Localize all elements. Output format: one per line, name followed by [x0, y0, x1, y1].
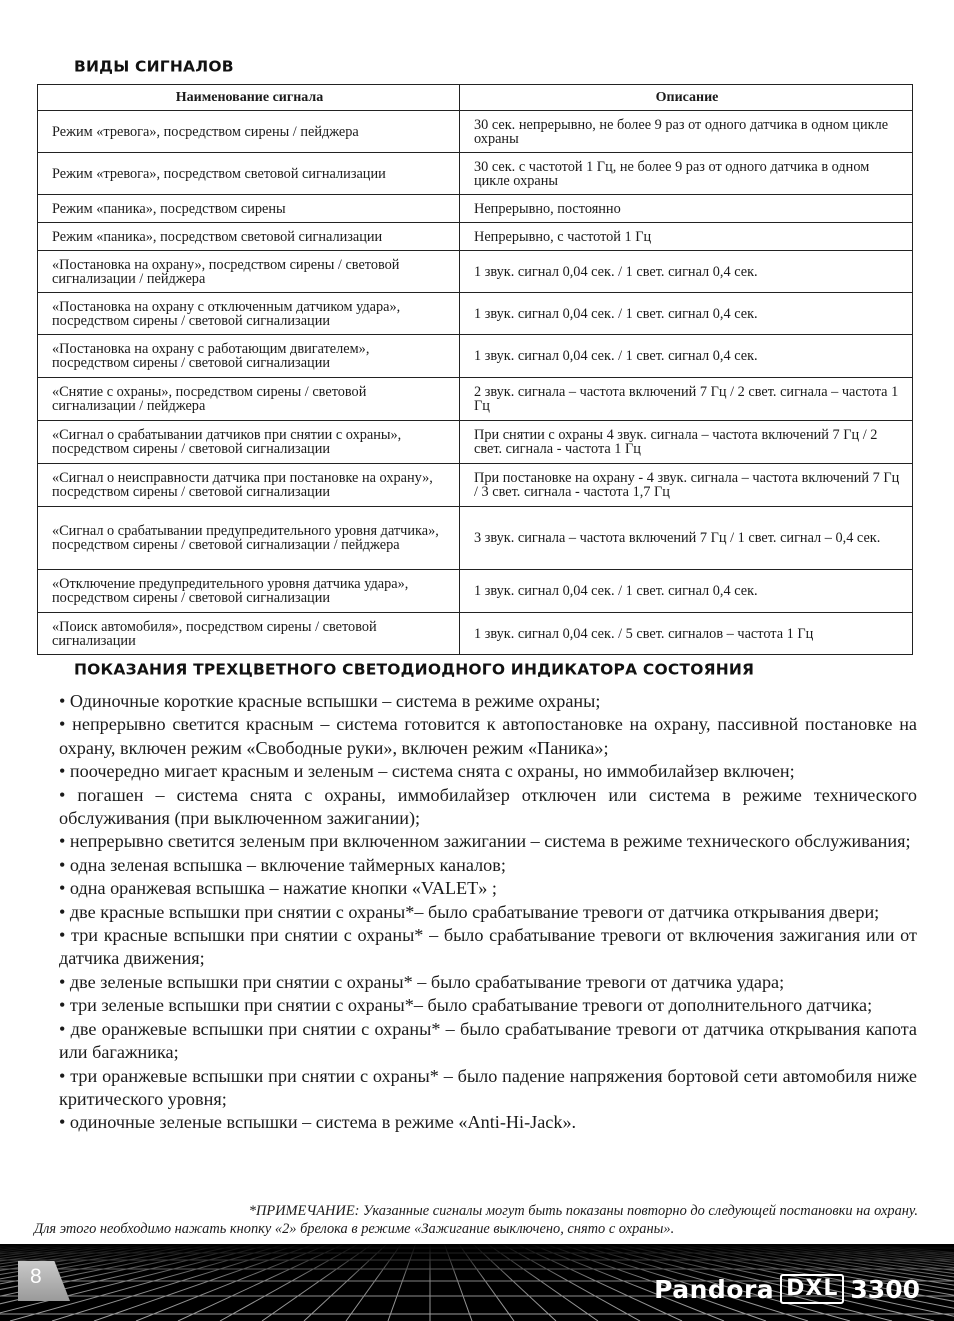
- table-header-row: [38, 85, 913, 111]
- signal-name-cell: Режим «паника», посредством сирены: [38, 195, 460, 223]
- led-list-item: • погашен – система снята с охраны, иммобилайзер отключен или система в режиме технического обслуживания (при выключенном зажигании);: [59, 784, 917, 829]
- header-signal-name: Наименование сигнала: [38, 85, 460, 111]
- led-list-item: • одна зеленая вспышка – включение таймерных каналов;: [59, 854, 506, 875]
- table-row: [38, 613, 913, 655]
- led-indicator-list: [59, 690, 917, 1135]
- footnote: [34, 1203, 918, 1238]
- logo-model: DXL: [780, 1274, 844, 1304]
- led-list-item: • непрерывно светится зеленым при включенном зажигании – система в режиме технического обслуживания;: [59, 831, 911, 852]
- signal-name-cell: Режим «тревога», посредством сирены / пейджера: [38, 111, 460, 153]
- led-list-item: • одиночные зеленые вспышки – система в режиме «Anti-Hi-Jack».: [59, 1112, 577, 1133]
- signal-description-cell: 1 звук. сигнал 0,04 сек. / 1 свет. сигнал 0,4 сек.: [460, 570, 913, 613]
- footnote-line-1: *ПРИМЕЧАНИЕ: Указанные сигналы могут быть показаны повторно до следующей постановки на охрану.: [248, 1203, 918, 1219]
- pandora-logo: [654, 1274, 920, 1304]
- signals-table: [37, 84, 913, 655]
- led-list-item: • три оранжевые вспышки при снятии с охраны* – было падение напряжения бортовой сети автомобиля ниже критического уровня;: [59, 1065, 917, 1109]
- footnote-line-2: Для этого необходимо нажать кнопку «2» брелока в режиме «Зажигание выключено, снято с охраны».: [34, 1220, 675, 1237]
- signal-description-cell: Непрерывно, постоянно: [460, 195, 913, 223]
- led-list-item: • две красные вспышки при снятии с охраны*– было срабатывание тревоги от датчика открывания двери;: [59, 901, 880, 922]
- logo-brand: Pandora: [654, 1274, 775, 1304]
- led-section-title: ПОКАЗАНИЯ ТРЕХЦВЕТНОГО СВЕТОДИОДНОГО ИНДИКАТОРА СОСТОЯНИЯ: [74, 661, 755, 679]
- signal-description-cell: 2 звук. сигнала – частота включений 7 Гц / 2 свет. сигнала – частота 1 Гц: [460, 378, 913, 421]
- table-row: [38, 293, 913, 335]
- table-row: [38, 111, 913, 153]
- table-row: [38, 223, 913, 251]
- signal-description-cell: При постановке на охрану - 4 звук. сигнала – частота включений 7 Гц / 3 свет. сигнала - частота 1,7 Гц: [460, 464, 913, 507]
- signal-name-cell: «Поиск автомобиля», посредством сирены / световой сигнализации: [38, 613, 460, 655]
- signal-name-cell: Режим «паника», посредством световой сигнализации: [38, 223, 460, 251]
- signal-name-cell: «Сигнал о срабатывании датчиков при снятии с охраны», посредством сирены / световой сигнализации: [38, 421, 460, 464]
- signal-description-cell: 3 звук. сигнала – частота включений 7 Гц / 1 свет. сигнал – 0,4 сек.: [460, 507, 913, 570]
- signal-description-cell: 1 звук. сигнал 0,04 сек. / 1 свет. сигнал 0,4 сек.: [460, 335, 913, 378]
- page-number: 8: [30, 1265, 42, 1288]
- logo-model-number: 3300: [850, 1274, 920, 1304]
- led-list-item: • одна оранжевая вспышка – нажатие кнопки «VALET» ;: [59, 878, 497, 899]
- table-row: [38, 251, 913, 293]
- signal-description-cell: 1 звук. сигнал 0,04 сек. / 1 свет. сигнал 0,4 сек.: [460, 293, 913, 335]
- header-description: Описание: [460, 85, 913, 111]
- led-list-item: • две оранжевые вспышки при снятии с охраны* – было срабатывание тревоги от датчика открывания капота или багажника;: [59, 1018, 917, 1063]
- signal-description-cell: 1 звук. сигнал 0,04 сек. / 1 свет. сигнал 0,4 сек.: [460, 251, 913, 293]
- table-row: [38, 153, 913, 195]
- signal-description-cell: Непрерывно, с частотой 1 Гц: [460, 223, 913, 251]
- signal-name-cell: «Постановка на охрану», посредством сирены / световой сигнализации / пейджера: [38, 251, 460, 293]
- signal-name-cell: Режим «тревога», посредством световой сигнализации: [38, 153, 460, 195]
- signal-name-cell: «Сигнал о срабатывании предупредительного уровня датчика», посредством сирены / световой сигнализации / пейджера: [38, 507, 460, 570]
- table-row: [38, 570, 913, 613]
- led-list-item: • три зеленые вспышки при снятии с охраны*– было срабатывание тревоги от дополнительного датчика;: [59, 995, 873, 1016]
- signal-description-cell: 30 сек. с частотой 1 Гц, не более 9 раз от одного датчика в одном цикле охраны: [460, 153, 913, 195]
- signal-name-cell: «Постановка на охрану с работающим двигателем», посредством сирены / световой сигнализации: [38, 335, 460, 378]
- table-row: [38, 335, 913, 378]
- table-row: [38, 507, 913, 570]
- led-list-item: • непрерывно светится красным – система готовится к автопостановке на охрану, пассивной постановке на охрану, включен режим «Свободные руки», включен режим «Паника»;: [59, 714, 917, 758]
- table-row: [38, 421, 913, 464]
- signals-section-title: ВИДЫ СИГНАЛОВ: [74, 58, 234, 76]
- led-list-item: • три красные вспышки при снятии с охраны* – было срабатывание тревоги от включения зажигания или от датчика движения;: [59, 925, 917, 969]
- table-row: [38, 378, 913, 421]
- table-row: [38, 464, 913, 507]
- signal-name-cell: «Снятие с охраны», посредством сирены / световой сигнализации / пейджера: [38, 378, 460, 421]
- table-row: [38, 195, 913, 223]
- signal-description-cell: При снятии с охраны 4 звук. сигнала – частота включений 7 Гц / 2 свет. сигнала - частота 1 Гц: [460, 421, 913, 464]
- signal-description-cell: 1 звук. сигнал 0,04 сек. / 5 свет. сигналов – частота 1 Гц: [460, 613, 913, 655]
- signal-description-cell: 30 сек. непрерывно, не более 9 раз от одного датчика в одном цикле охраны: [460, 111, 913, 153]
- signal-name-cell: «Сигнал о неисправности датчика при постановке на охрану», посредством сирены / световой сигнализации: [38, 464, 460, 507]
- led-list-item: • две зеленые вспышки при снятии с охраны* – было срабатывание тревоги от датчика удара;: [59, 971, 785, 992]
- led-list-item: • Одиночные короткие красные вспышки – система в режиме охраны;: [59, 691, 601, 711]
- signal-name-cell: «Постановка на охрану с отключенным датчиком удара», посредством сирены / световой сигнализации: [38, 293, 460, 335]
- signal-name-cell: «Отключение предупредительного уровня датчика удара», посредством сирены / световой сигнализации: [38, 570, 460, 613]
- led-list-item: • поочередно мигает красным и зеленым – система снята с охраны, но иммобилайзер включен;: [59, 761, 795, 782]
